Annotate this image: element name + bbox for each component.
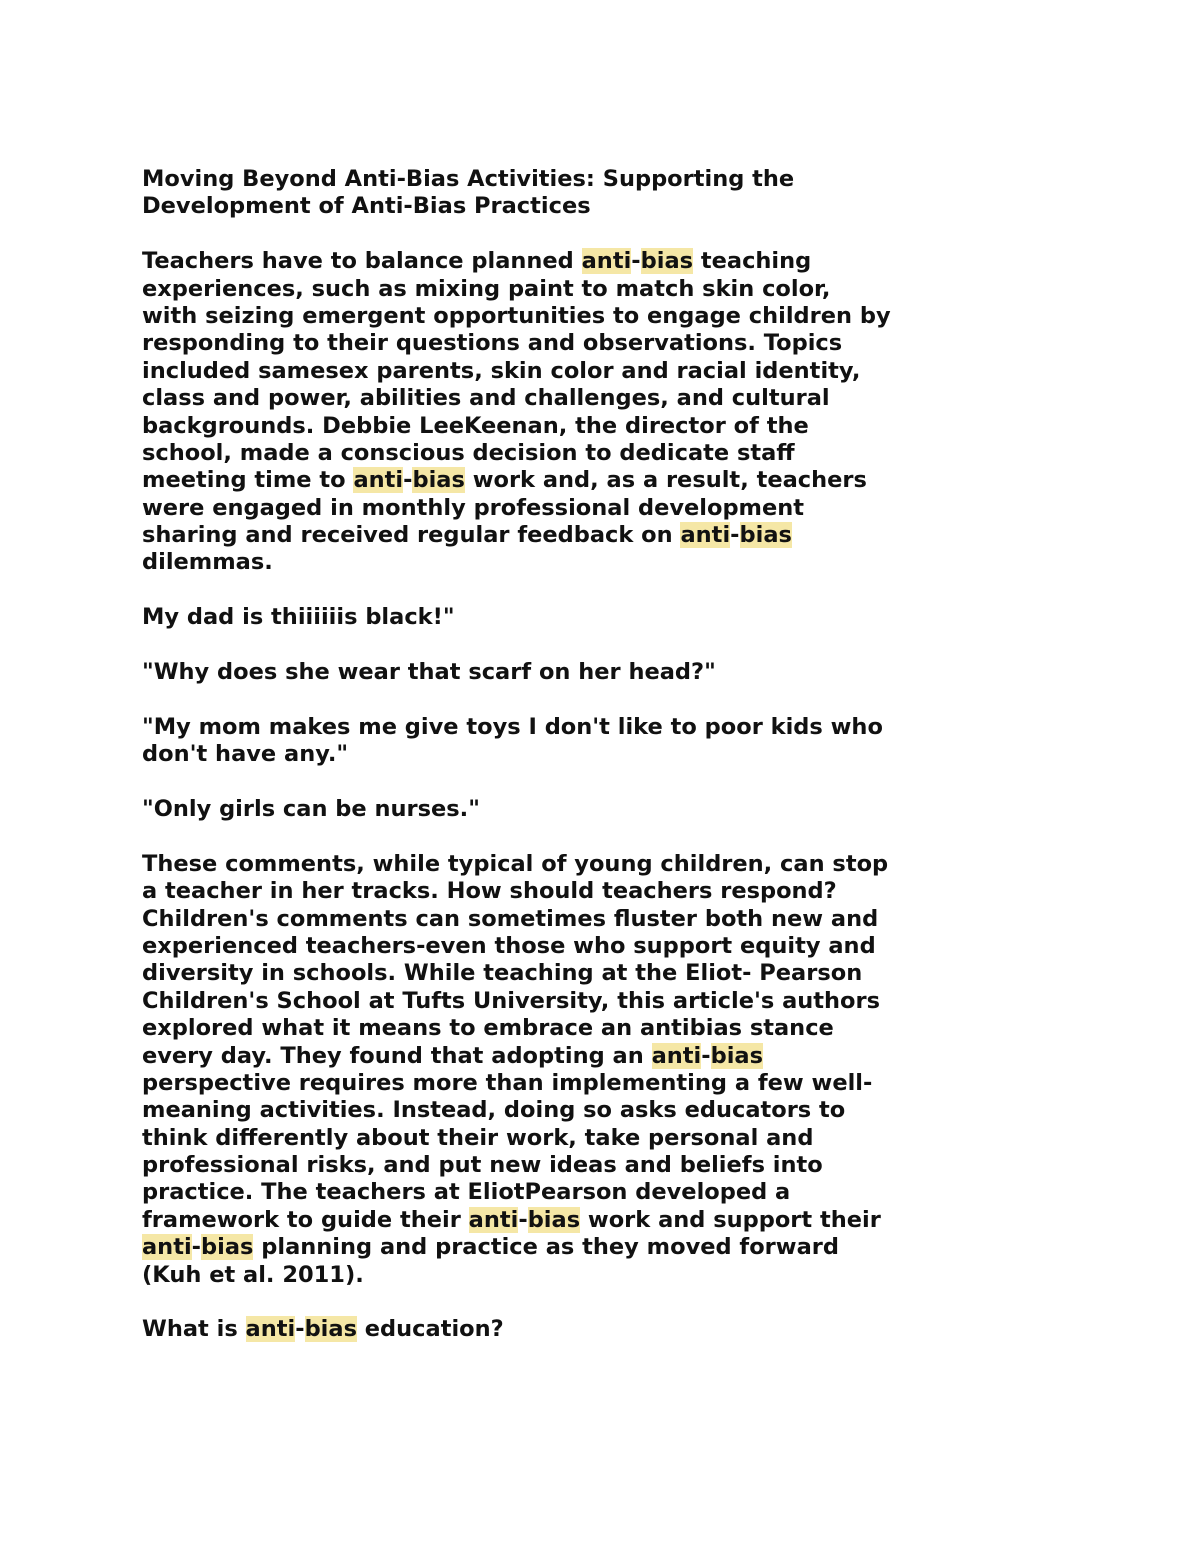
text-line [142, 988, 942, 1015]
text-run: experiences, such as mixing paint to match skin color, [142, 275, 831, 302]
blank-line [142, 1289, 942, 1316]
text-line [142, 1262, 942, 1289]
text-run: meeting time to [142, 467, 354, 494]
text-line [142, 1152, 942, 1179]
text-line [142, 358, 942, 385]
text-run: school, made a conscious decision to dedicate staff [142, 439, 795, 466]
text-run: experienced teachers-even those who support equity and [142, 932, 876, 959]
text-line [142, 1207, 942, 1234]
text-line [142, 495, 942, 522]
text-line [142, 933, 942, 960]
text-line [142, 878, 942, 905]
highlighted-term: anti [353, 467, 404, 494]
text-line [142, 1125, 942, 1152]
text-run: framework to guide their [142, 1206, 469, 1233]
text-run: work and support their [580, 1206, 881, 1233]
text-run: included samesex parents, skin color and racial identity, [142, 357, 861, 384]
text-run: every day. They found that adopting an [142, 1042, 652, 1069]
text-run: (Kuh et al. 2011). [142, 1261, 364, 1288]
text-run: with seizing emergent opportunities to engage children by [142, 302, 891, 329]
text-line [142, 549, 942, 576]
highlighted-term: anti [651, 1042, 702, 1069]
text-run: work and, as a result, teachers [464, 467, 867, 494]
text-line [142, 1234, 942, 1261]
text-run: meaning activities. Instead, doing so asks educators to [142, 1097, 846, 1124]
text-line [142, 303, 942, 330]
blank-line [142, 577, 942, 604]
text-run: practice. The teachers at EliotPearson developed a [142, 1179, 791, 1206]
blank-line [142, 221, 942, 248]
text-run: Children's comments can sometimes fluster both new and [142, 905, 879, 932]
highlighted-term: bias [304, 1316, 357, 1343]
text-line [142, 1015, 942, 1042]
text-run: responding to their questions and observations. Topics [142, 330, 843, 357]
text-line [142, 440, 942, 467]
text-run: explored what it means to embrace an antibias stance [142, 1015, 834, 1042]
text-run: diversity in schools. While teaching at the Eliot- Pearson [142, 960, 863, 987]
text-run: "Why does she wear that scarf on her head?" [142, 659, 716, 686]
text-run: What is [142, 1316, 246, 1343]
highlighted-term: bias [640, 248, 694, 275]
text-run: teaching [693, 248, 812, 275]
text-run: - [191, 1234, 202, 1261]
text-line [142, 796, 942, 823]
text-run: - [701, 1042, 711, 1069]
text-run: education? [356, 1316, 504, 1343]
text-run: - [295, 1316, 305, 1343]
text-line [142, 659, 942, 686]
document-body [142, 166, 942, 1344]
text-run: - [631, 248, 641, 275]
text-run: Teachers have to balance planned [142, 248, 582, 275]
text-line [142, 193, 942, 220]
text-run: These comments, while typical of young children, can stop [142, 850, 889, 877]
text-run: planning and practice as they moved forward [253, 1234, 839, 1261]
text-line [142, 906, 942, 933]
text-run: don't have any." [142, 741, 349, 768]
text-line [142, 276, 942, 303]
text-line [142, 248, 942, 275]
text-line [142, 166, 942, 193]
text-run: perspective requires more than implementing a few well- [142, 1069, 873, 1096]
text-run: - [518, 1206, 528, 1233]
text-line [142, 522, 942, 549]
text-line [142, 467, 942, 494]
text-run: Children's School at Tufts University, this article's authors [142, 987, 880, 1014]
text-run: Development of Anti-Bias Practices [142, 193, 591, 220]
text-run: sharing and received regular feedback on [142, 522, 681, 549]
text-run: - [730, 522, 740, 549]
text-line [142, 714, 942, 741]
highlighted-term: bias [739, 522, 792, 549]
text-line [142, 1097, 942, 1124]
highlighted-term: anti [245, 1316, 296, 1343]
highlighted-term: anti [581, 248, 632, 275]
highlighted-term: bias [527, 1206, 581, 1233]
blank-line [142, 686, 942, 713]
blank-line [142, 632, 942, 659]
highlighted-term: bias [412, 467, 465, 494]
text-line [142, 330, 942, 357]
text-run: - [403, 467, 413, 494]
blank-line [142, 769, 942, 796]
text-run: backgrounds. Debbie LeeKeenan, the director of the [142, 412, 809, 439]
text-run: Moving Beyond Anti-Bias Activities: Supporting the [142, 166, 795, 192]
text-line [142, 741, 942, 768]
text-run: professional risks, and put new ideas and beliefs into [142, 1152, 823, 1179]
highlighted-term: anti [680, 522, 731, 549]
text-line [142, 1316, 942, 1343]
text-line [142, 413, 942, 440]
text-run: a teacher in her tracks. How should teachers respond? [142, 878, 837, 905]
highlighted-term: bias [710, 1042, 763, 1069]
text-line [142, 1043, 942, 1070]
text-line [142, 604, 942, 631]
text-run: think differently about their work, take personal and [142, 1124, 814, 1151]
text-line [142, 851, 942, 878]
highlighted-term: anti [142, 1234, 192, 1261]
text-run: "My mom makes me give toys I don't like to poor kids who [142, 713, 883, 740]
text-line [142, 960, 942, 987]
text-line [142, 1179, 942, 1206]
text-run: were engaged in monthly professional development [142, 494, 805, 521]
text-run: "Only girls can be nurses." [142, 795, 480, 822]
text-line [142, 385, 942, 412]
blank-line [142, 823, 942, 850]
text-run: My dad is thiiiiiis black!" [142, 604, 455, 631]
text-run: dilemmas. [142, 549, 273, 576]
highlighted-term: bias [201, 1234, 254, 1261]
text-line [142, 1070, 942, 1097]
text-run: class and power, abilities and challenges, and cultural [142, 385, 830, 412]
highlighted-term: anti [468, 1206, 519, 1233]
